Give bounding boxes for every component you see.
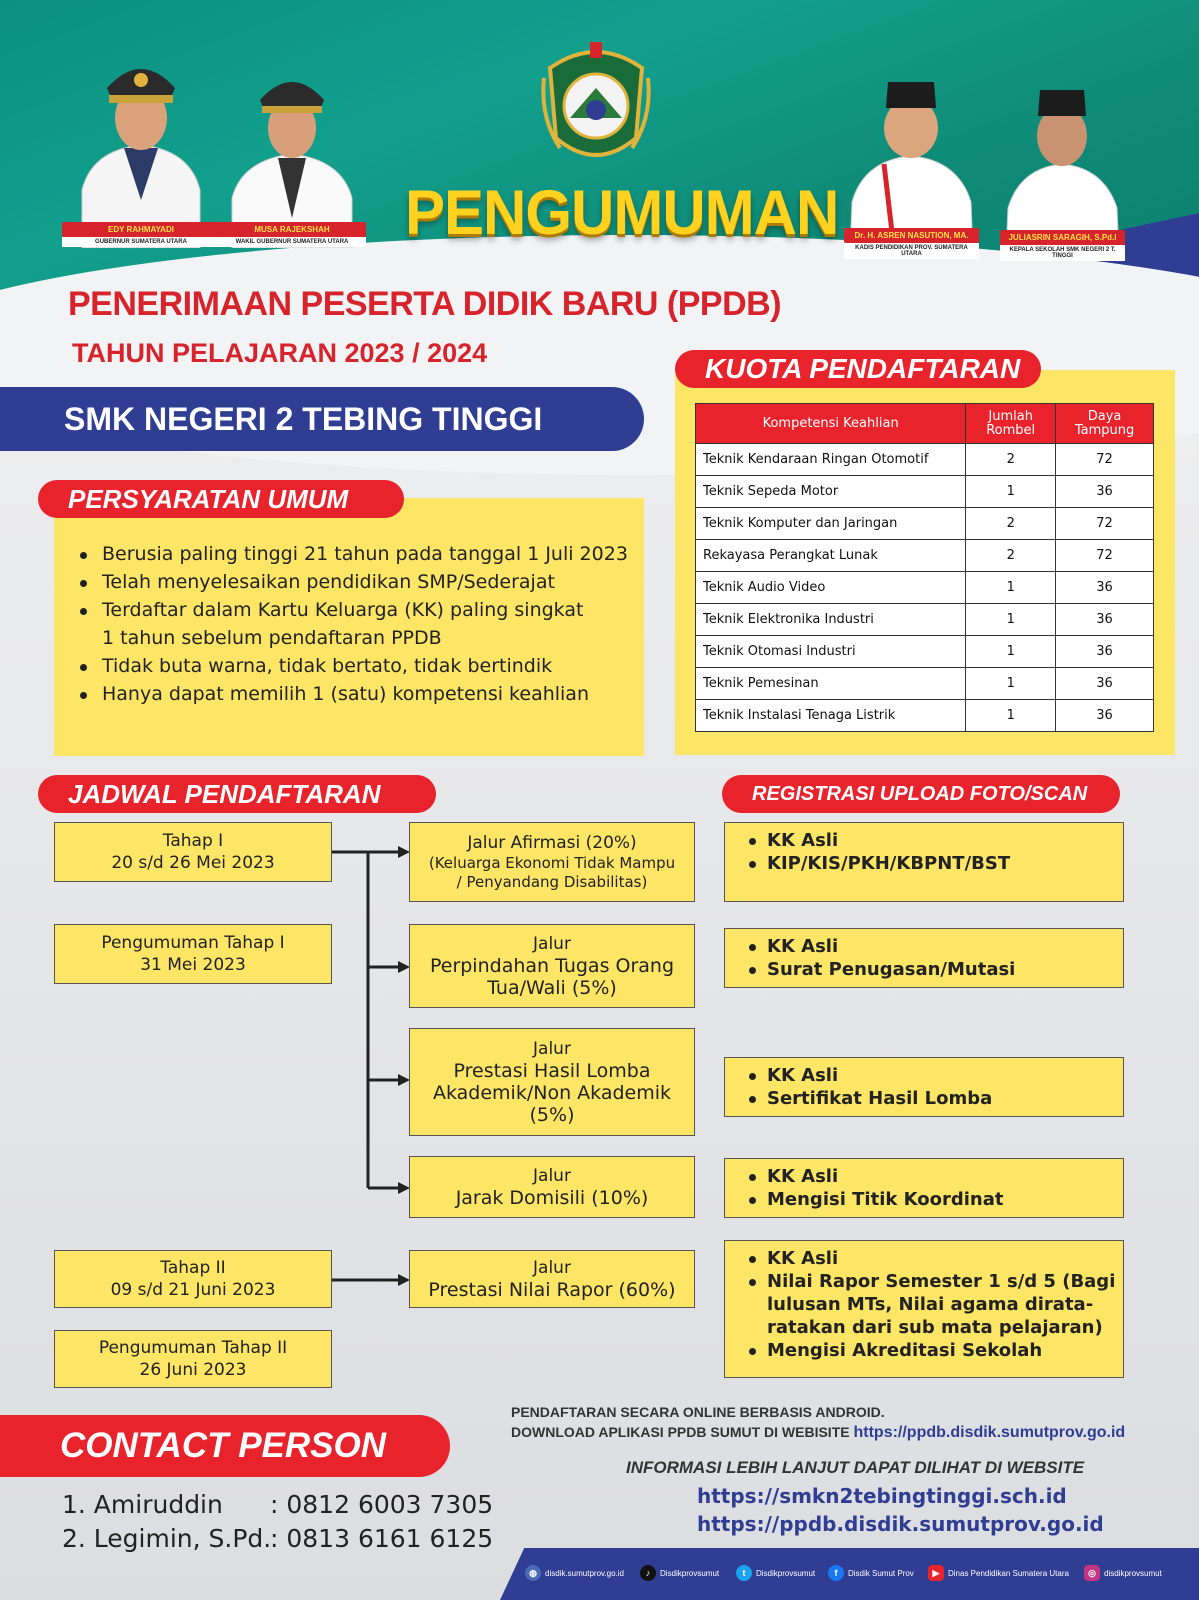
doc-item: KK Asli (747, 935, 1123, 958)
doc-item: KIP/KIS/PKH/KBPNT/BST (747, 852, 1123, 875)
announcement-1-label: Pengumuman Tahap I (101, 933, 285, 953)
tiktok-icon: ♪ (640, 1565, 656, 1581)
stage-1-date: 20 s/d 26 Mei 2023 (111, 853, 275, 873)
doc-item: Mengisi Akreditasi Sekolah (747, 1339, 1123, 1362)
official-name-1: EDY RAHMAYADI (62, 222, 220, 237)
path-perpindahan-label: Jalur (533, 934, 571, 954)
stage-2-date: 09 s/d 21 Juni 2023 (110, 1280, 276, 1300)
social-youtube[interactable]: ▶ Dinas Pendidikan Sumatera Utara (928, 1558, 1069, 1588)
social-web[interactable]: ◍ disdik.sumutprov.go.id (525, 1558, 624, 1588)
stage-1-box (54, 822, 332, 882)
docs-perpindahan (724, 928, 1124, 988)
school-banner: SMK NEGERI 2 TEBING TINGGI (0, 387, 644, 451)
col-header-rombel: Jumlah Rombel (966, 404, 1056, 444)
stage-1-label: Tahap I (162, 831, 224, 851)
official-photo-1 (62, 40, 220, 248)
official-photo-2 (218, 48, 366, 248)
path-domisili-label: Jalur (533, 1166, 571, 1186)
ppdb-link[interactable]: https://ppdb.disdik.sumutprov.go.id (853, 1424, 1126, 1441)
ppdb-website-link[interactable]: https://ppdb.disdik.sumutprov.go.id (697, 1512, 1104, 1536)
school-website-link[interactable]: https://smkn2tebingtinggi.sch.id (697, 1484, 1067, 1508)
path-prestasi-lomba-label: Jalur (533, 1039, 571, 1059)
doc-item: KK Asli (747, 829, 1123, 852)
schedule-heading: JADWAL PENDAFTARAN (38, 775, 436, 813)
online-registration-note (511, 1402, 1125, 1443)
requirements-list (78, 540, 628, 708)
official-photo-4 (1000, 58, 1125, 256)
contact-name: 1. Amiruddin (62, 1490, 223, 1519)
doc-item: Surat Penugasan/Mutasi (747, 958, 1123, 981)
requirement-item: Tidak buta warna, tidak bertato, tidak bertindik (78, 652, 628, 680)
quota-table (695, 403, 1154, 732)
docs-prestasi-lomba (724, 1057, 1124, 1117)
path-perpindahan-title: Tua/Wali (5%) (487, 977, 617, 999)
doc-item: KK Asli (747, 1165, 1123, 1188)
table-row: Teknik Sepeda Motor 1 36 (696, 476, 1154, 508)
online-line-1: PENDAFTARAN SECARA ONLINE BERBASIS ANDROID. (511, 1404, 885, 1420)
youtube-icon: ▶ (928, 1565, 944, 1581)
path-perpindahan-title: Perpindahan Tugas Orang (429, 955, 675, 977)
table-row: Teknik Audio Video 1 36 (696, 572, 1154, 604)
path-prestasi-lomba-title: (5%) (529, 1104, 575, 1126)
path-prestasi-lomba-title: Prestasi Hasil Lomba (453, 1060, 651, 1082)
sumut-emblem-icon (540, 38, 652, 176)
table-row: Teknik Kendaraan Ringan Otomotif 2 72 (696, 444, 1154, 476)
requirement-item: Telah menyelesaikan pendidikan SMP/Sederajat (78, 568, 628, 596)
instagram-icon: ◎ (1084, 1565, 1100, 1581)
official-role-1: GUBERNUR SUMATERA UTARA (62, 237, 220, 247)
official-name-2: MUSA RAJEKSHAH (218, 222, 366, 237)
official-portrait-1 (62, 40, 220, 248)
table-row: Teknik Instalasi Tenaga Listrik 1 36 (696, 700, 1154, 732)
stage-2-box (54, 1250, 332, 1308)
doc-item: KK Asli (747, 1064, 1123, 1087)
table-row: Teknik Otomasi Industri 1 36 (696, 636, 1154, 668)
doc-item: Mengisi Titik Koordinat (747, 1188, 1123, 1211)
globe-icon: ◍ (525, 1565, 541, 1581)
path-rapor-title: Prestasi Nilai Rapor (60%) (428, 1279, 676, 1301)
social-facebook[interactable]: f Disdik Sumut Prov (828, 1558, 914, 1588)
official-portrait-3 (844, 52, 979, 257)
contact-name: 2. Legimin, S.Pd. (62, 1524, 272, 1553)
table-row: Rekayasa Perangkat Lunak 2 72 (696, 540, 1154, 572)
requirement-item: Berusia paling tinggi 21 tahun pada tanggal 1 Juli 2023 (78, 540, 628, 568)
official-portrait-2 (218, 48, 366, 248)
path-afirmasi-note: / Penyandang Disabilitas) (456, 873, 648, 891)
path-prestasi-lomba-title: Akademik/Non Akademik (432, 1082, 672, 1104)
col-header-capacity: Daya Tampung (1056, 404, 1154, 444)
requirement-item-continuation: 1 tahun sebelum pendaftaran PPDB (102, 627, 442, 649)
social-twitter[interactable]: t Disdikprovsumut (736, 1558, 815, 1588)
official-photo-3 (844, 52, 979, 254)
contact-row-2 (62, 1524, 493, 1553)
path-afirmasi-note: (Keluarga Ekonomi Tidak Mampu (428, 854, 676, 872)
official-role-3: KADIS PENDIDIKAN PROV. SUMATERA UTARA (844, 243, 979, 259)
contact-heading: CONTACT PERSON (0, 1415, 450, 1477)
docs-rapor (724, 1240, 1124, 1378)
requirement-item: Hanya dapat memilih 1 (satu) kompetensi keahlian (78, 680, 628, 708)
official-role-4: KEPALA SEKOLAH SMK NEGERI 2 T. TINGGI (1000, 245, 1125, 261)
flow-arrows (332, 840, 412, 1310)
announcement-2-box (54, 1330, 332, 1388)
twitter-icon: t (736, 1565, 752, 1581)
upload-heading: REGISTRASI UPLOAD FOTO/SCAN (722, 775, 1120, 813)
col-header-competency: Kompetensi Keahlian (696, 404, 966, 444)
online-line-2: DOWNLOAD APLIKASI PPDB SUMUT DI WEBISITE (511, 1424, 850, 1440)
quota-heading: KUOTA PENDAFTARAN (675, 350, 1041, 388)
title-line-2: TAHUN PELAJARAN 2023 / 2024 (72, 338, 488, 368)
social-tiktok[interactable]: ♪ Disdikprovsumut (640, 1558, 719, 1588)
path-rapor-label: Jalur (533, 1258, 571, 1278)
path-afirmasi-title: Jalur Afirmasi (20%) (467, 833, 637, 853)
doc-item: KK Asli (747, 1247, 1123, 1270)
path-rapor-box (409, 1250, 695, 1308)
announcement-1-date: 31 Mei 2023 (140, 955, 246, 975)
doc-item: Nilai Rapor Semester 1 s/d 5 (Bagi lulusan MTs, Nilai agama dirata-ratakan dari sub mata pelajaran) (747, 1270, 1123, 1339)
table-row: Teknik Pemesinan 1 36 (696, 668, 1154, 700)
title-line-1: PENERIMAAN PESERTA DIDIK BARU (PPDB) (68, 285, 782, 323)
stage-2-label: Tahap II (160, 1258, 226, 1278)
requirement-item: Terdaftar dalam Kartu Keluarga (KK) paling singkat (78, 596, 628, 624)
social-instagram[interactable]: ◎ disdikprovsumut (1084, 1558, 1162, 1588)
announcement-2-label: Pengumuman Tahap II (98, 1338, 288, 1358)
official-role-2: WAKIL GUBERNUR SUMATERA UTARA (218, 237, 366, 247)
docs-domisili (724, 1158, 1124, 1218)
headline: PENGUMUMAN (405, 177, 839, 248)
path-perpindahan-box (409, 924, 695, 1008)
table-row: Teknik Komputer dan Jaringan 2 72 (696, 508, 1154, 540)
requirements-heading: PERSYARATAN UMUM (38, 480, 404, 518)
announcement-1-box (54, 924, 332, 984)
info-note: INFORMASI LEBIH LANJUT DAPAT DILIHAT DI WEBSITE (626, 1458, 1085, 1477)
path-prestasi-lomba-box (409, 1028, 695, 1136)
contact-row-1 (62, 1490, 493, 1519)
contact-phone: : 0812 6003 7305 (270, 1490, 494, 1519)
docs-afirmasi (724, 822, 1124, 902)
doc-item: Sertifikat Hasil Lomba (747, 1087, 1123, 1110)
path-afirmasi-box (409, 822, 695, 902)
facebook-icon: f (828, 1565, 844, 1581)
table-row: Teknik Elektronika Industri 1 36 (696, 604, 1154, 636)
official-portrait-4 (1000, 58, 1125, 259)
official-name-4: JULIASRIN SARAGIH, S.Pd.I (1000, 230, 1125, 245)
announcement-2-date: 26 Juni 2023 (139, 1360, 247, 1380)
path-domisili-box (409, 1156, 695, 1218)
contact-phone: : 0813 6161 6125 (270, 1524, 494, 1553)
official-name-3: Dr. H. ASREN NASUTION, MA. (844, 228, 979, 243)
quota-header-row (696, 404, 1154, 444)
path-domisili-title: Jarak Domisili (10%) (455, 1187, 649, 1209)
